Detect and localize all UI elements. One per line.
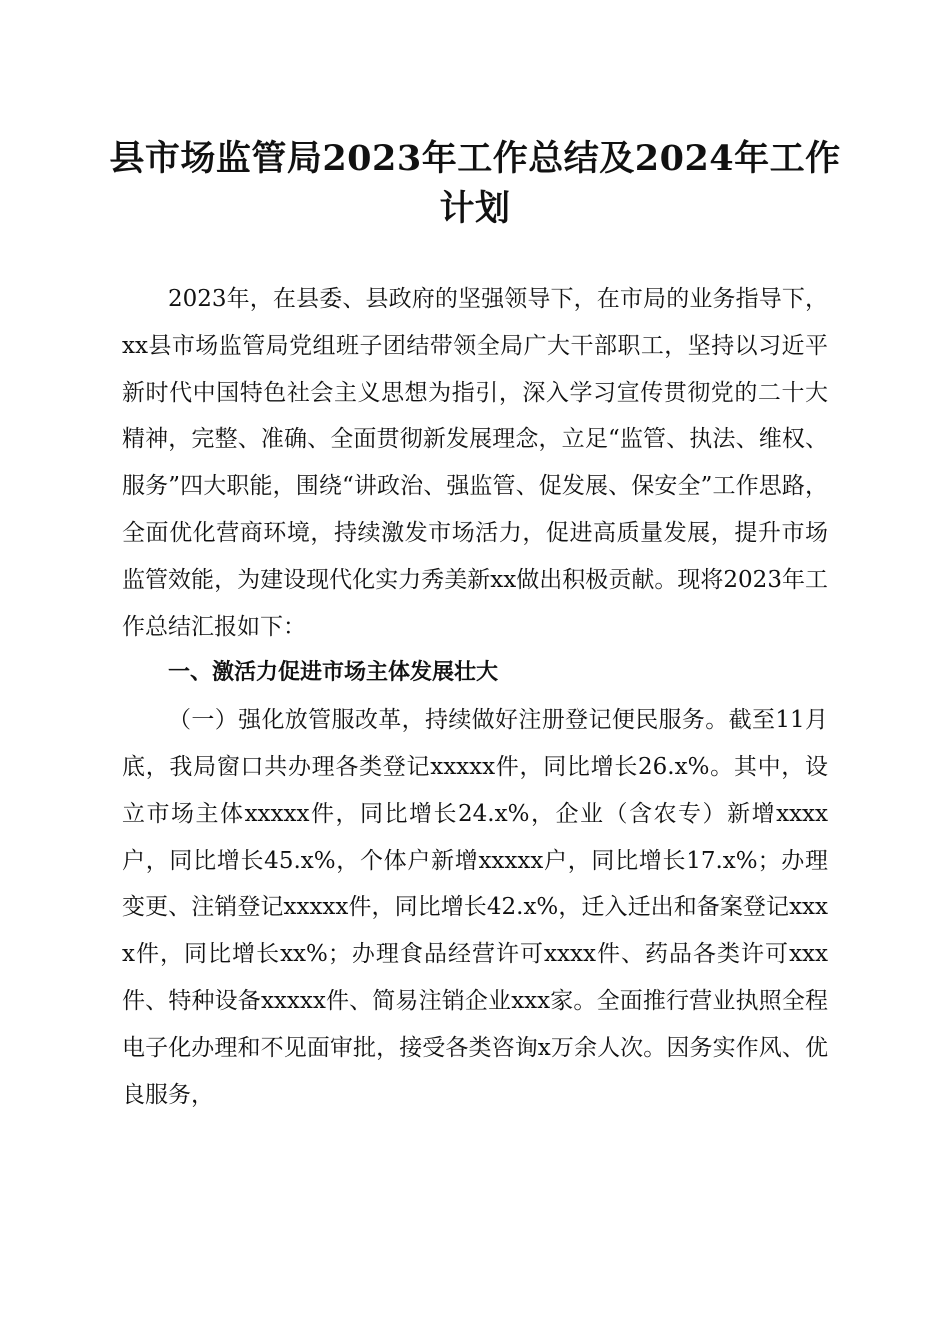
document-body: [122, 276, 828, 1118]
section-1-heading: 一、激活力促进市场主体发展壮大: [168, 660, 499, 686]
intro-paragraph: 2023年，在县委、县政府的坚强领导下，在市局的业务指导下，xx县市场监管局党组班子团结带领全局广大干部职工，坚持以习近平新时代中国特色社会主义思想为指引，深入学习宣传贯彻党的二十大精神，完整、准确、全面贯彻新发展理念，立足“监管、执法、维权、服务”四大职能，围绕“讲政治、强监管、促发展、保安全”工作思路，全面优化营商环境，持续激发市场活力，促进高质量发展，提升市场监管效能，为建设现代化实力秀美新xx做出积极贡献。现将2023年工作总结汇报如下：: [122, 286, 828, 640]
section-1-1-paragraph: （一）强化放管服改革，持续做好注册登记便民服务。截至11月底，我局窗口共办理各类登记xxxxx件，同比增长26.x%。其中，设立市场主体xxxxx件，同比增长24.x%，企业（含农专）新增xxxx户，同比增长45.x%，个体户新增xxxxx户，同比增长17.x%；办理变更、注销登记xxxxx件，同比增长42.x%，迁入迁出和备案登记xxxx件，同比增长xx%；办理食品经营许可xxxx件、药品各类许可xxx件、特种设备xxxxx件、简易注销企业xxx家。全面推行营业执照全程电子化办理和不见面审批，接受各类咨询x万余人次。因务实作风、优良服务，: [122, 707, 828, 1108]
document-title: 县市场监管局2023年工作总结及2024年工作计划: [109, 138, 841, 229]
